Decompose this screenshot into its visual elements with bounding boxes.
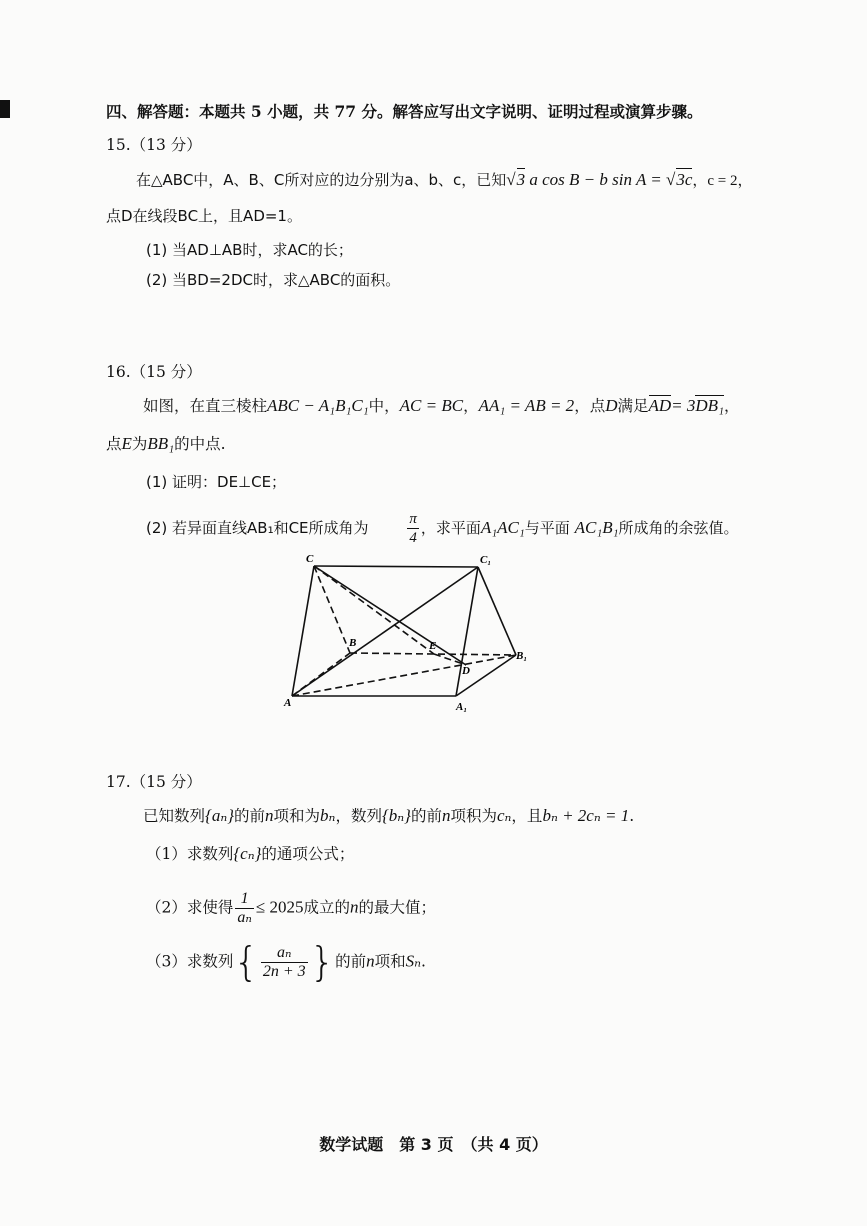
label-e: E: [429, 640, 437, 652]
q15-formula-c: ，c = 2，: [692, 173, 753, 189]
q15-number: 15.（13 分）: [106, 136, 202, 154]
section-heading: 四、解答题：本题共 5 小题，共 77 分。解答应写出文字说明、证明过程或演算步骤。: [106, 102, 703, 121]
label-d: D: [462, 665, 470, 677]
left-brace: {: [233, 939, 259, 986]
reciprocal-fraction: $\frac{1}{\text{aₙ}}$: [237, 890, 252, 926]
sequence-fraction: $\frac{\text{aₙ}}{2n + 3}$: [262, 944, 306, 980]
q15-formula: √3 a cos B − b sin A = √3c: [506, 170, 693, 189]
q16-stem-line1: 如图，在直三棱柱ABC − A₁B₁C₁中，AC = BC，AA₁ = AB = 2，点D满足AD= 3DB₁，: [143, 396, 740, 415]
vector-db1: DB₁: [695, 396, 724, 415]
page-footer: 数学试题 第 3 页 （共 4 页）: [319, 1135, 548, 1154]
q15-stem-line1: [136, 170, 753, 191]
edge-ac1: [292, 567, 478, 696]
label-a1: A₁: [456, 701, 468, 713]
label-c: C: [306, 553, 314, 565]
q17-part3: （3）求数列{ $\frac{\text{aₙ}}{2n + 3}$ }的前n项和Sₙ.: [146, 939, 426, 986]
edge-ac: [292, 566, 314, 696]
q17-part2: （2）求使得 $\frac{1}{\text{aₙ}}$ ≤ 2025成立的n的最大值；: [146, 890, 436, 926]
q16-stem-line2: 点E为BB₁的中点.: [106, 434, 226, 453]
q15-stem-a: 在△ABC中，A、B、C所对应的边分别为a、b、c，已知: [136, 171, 507, 189]
label-b1: B₁: [516, 650, 528, 662]
edge-cd: [314, 566, 466, 665]
label-b: B: [349, 637, 357, 649]
q15-part2: (2) 当BD=2DC时，求△ABC的面积。: [146, 271, 401, 289]
hidden-ab1: [292, 655, 516, 696]
edge-c1b1: [478, 567, 516, 655]
angle-fraction: $\frac{\pi}{4}$: [409, 511, 417, 546]
prism-diagram: [280, 548, 540, 718]
q16-number: 16.（15 分）: [106, 363, 202, 381]
prism-figure: [280, 548, 540, 718]
q16-part1: (1) 证明：DE⊥CE；: [146, 473, 287, 491]
q15-part1: (1) 当AD⊥AB时，求AC的长；: [146, 241, 353, 259]
q15-stem-line2: 点D在线段BC上，且AD=1。: [106, 207, 302, 225]
hidden-ed: [434, 654, 466, 665]
edge-cc1: [314, 566, 478, 567]
vector-ad: AD: [648, 396, 672, 415]
q17-part1: （1）求数列{cₙ}的通项公式；: [146, 844, 355, 863]
scan-edge-mark: [0, 100, 10, 118]
q16-part2: (2) 若异面直线AB₁和CE所成角为 $\frac{\pi}{4}$ ，求平面A₁AC₁与平面 AC₁B₁所成角的余弦值。: [146, 511, 739, 546]
right-brace: }: [309, 939, 336, 986]
label-c1: C₁: [480, 554, 492, 566]
q16-prism: ABC − A₁B₁C₁: [267, 396, 369, 415]
q17-stem: 已知数列{aₙ}的前n项和为bₙ，数列{bₙ}的前n项积为cₙ，且bₙ + 2cₙ = 1.: [143, 806, 635, 825]
q17-number: 17.（15 分）: [106, 773, 202, 791]
label-a: A: [284, 697, 292, 709]
